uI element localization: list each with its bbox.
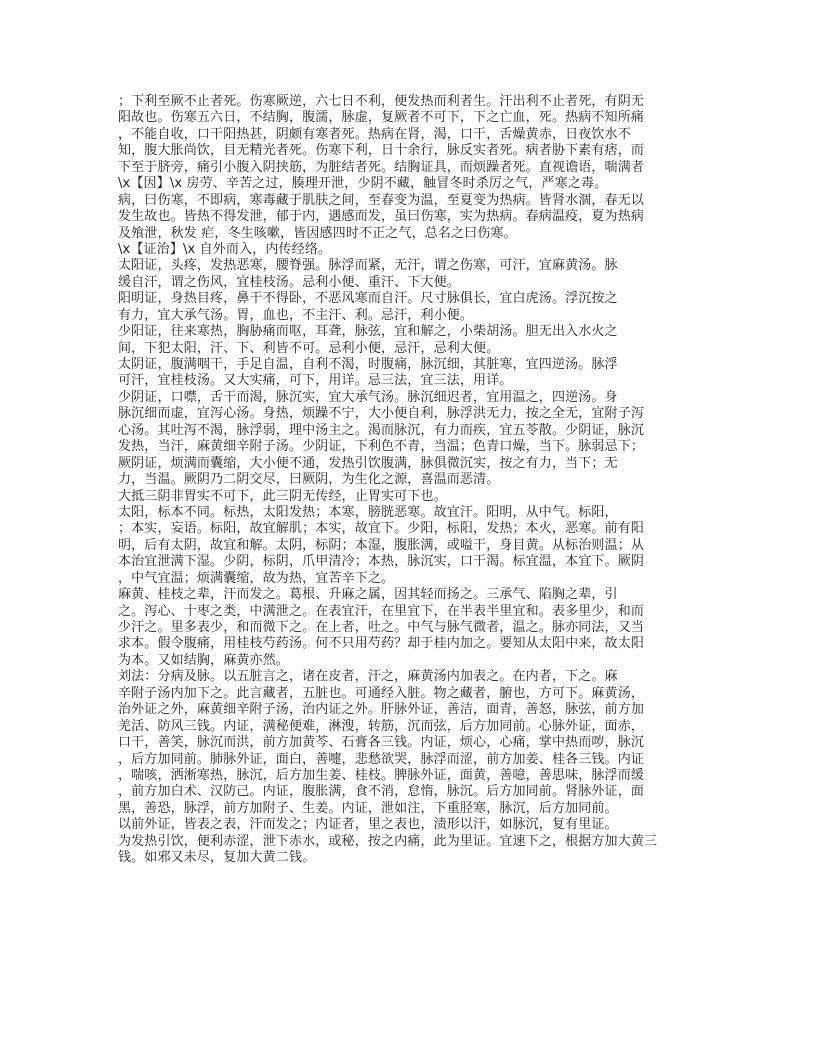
text-line: ，喘咳，洒淅寒热，脉沉，后方加生姜、桂枝。脾脉外证，面黄，善噫，善思味，脉浮而缓 [118,767,645,783]
text-line: 少阳证，往来寒热，胸胁痛而呕，耳聋，脉弦，宜和解之，小柴胡汤。胆无出入水火之 [118,324,618,340]
text-line: 发热，当汗，麻黄细辛附子汤。少阴证，下利色不青，当温；色青口燥，当下。脉弱忌下； [118,439,645,455]
text-line: 大抵三阴非胃实不可下，此三阴无传经，止胃实可下也。 [118,488,447,504]
text-line: 病，曰伤寒，不即病，寒毒藏于肌肤之间，至春变为温，至夏变为热病。皆肾水涸，春无以 [118,192,645,208]
text-line: 下至于脐旁，痛引小腹入阴挟筋，为脏结者死。结胸证具，而烦躁者死。直视谵语，喘满者 [118,159,645,175]
text-line: 刘法：分病及脉。以五脏言之，诸在皮者，汗之，麻黄汤内加表之。在内者，下之。麻 [118,669,618,685]
text-line: ；本实，妄语。标阳，故宜解肌；本实，故宜下。少阳，标阳，发热；本火，恶寒。前有阳 [118,521,645,537]
text-line: 羌活、防风三钱。内证，满秘便难，淋溲，转筋，沉而弦，后方加同前。心脉外证，面赤， [118,718,645,734]
document-page [118,94,718,867]
text-line: 太阳证，头疼，发热恶寒，腰脊强。脉浮而紧，无汗，谓之伤寒，可汗，宜麻黄汤。脉 [118,258,618,274]
text-line: 辛附子汤内加下之。此言藏者，五脏也。可通经入脏。物之藏者，腑也，方可下。麻黄汤， [118,685,645,701]
text-line: 少阴证，口噤，舌干而渴，脉沉实，宜大承气汤。脉沉细迟者，宜用温之，四逆汤。身 [118,389,618,405]
text-line: \x【证治】\x 自外而入，内传经络。 [118,241,332,257]
text-line: \x【因】\x 房劳、辛苦之过，腠理开泄，少阴不藏，触冒冬时杀厉之气，严寒之毒。 [118,176,608,192]
text-line: 发生故也。皆热不得发泄，郁于内，遇感而发，虽曰伤寒，实为热病。春病温疫，夏为热病 [118,209,645,225]
text-line: 钱。如邪又未尽，复加大黄二钱。 [118,850,316,866]
text-line: 为发热引饮，便利赤涩，泄下赤水，或秘，按之内痛，此为里证。宜速下之，根据方加大黄三 [118,833,658,849]
text-line: 明，后有太阴，故宜和解。太阴，标阴；本湿，腹胀满，或嗌干，身目黄。从标治则温；从 [118,537,645,553]
text-line: ，不能自收，口干阳热甚，阴颇有寒者死。热病在肾，渴，口干，舌燥黄赤，日夜饮水不 [118,126,631,142]
text-line: 以前外证，皆表之表，汗而发之；内证者，里之表也，渍形以汗，如脉沉，复有里证。 [118,817,618,833]
text-line: 少汗之。里多表少，和而微下之。在上者，吐之。中气与脉气微者，温之。脉亦同法，又当 [118,620,645,635]
text-line: 太阳，标本不同。标热，太阳发热；本寒，膀胱恶寒。故宜汗。阳明，从中气。标阳， [118,504,618,520]
text-line: ，前方加白术、汉防己。内证，腹胀满，食不消，怠惰，脉沉。后方加同前。肾脉外证，面 [118,784,645,800]
text-line: 力，当温。厥阴乃二阴交尽，曰厥阴，为生化之源，喜温而恶清。 [118,472,500,488]
text-line: 可汗，宜桂枝汤。又大实痛，可下，用详。忌三法，宜三法，用详。 [118,373,513,389]
text-line: 厥阴证，烦满而囊缩，大小便不通，发热引饮腹满，脉俱微沉实，按之有力，当下；无 [118,455,618,471]
text-line: 及飧泄，秋发 疟，冬生咳嗽，皆因感四时不正之气，总名之曰伤寒。 [118,225,517,241]
text-line: ，中气宜温；烦满囊缩，故为热，宜苦辛下之。 [118,570,395,586]
text-line: 本治宜泄满下湿。少阴，标阴，爪甲清冷；本热，脉沉实，口干渴。标宜温，本宜下。厥阴 [118,554,645,570]
text-line: 间，下犯太阳，汗、下、利皆不可。忌利小便，忌汗，忌利大便。 [118,340,500,356]
text-line: ；下利至厥不止者死。伤寒厥逆，六七日不利，便发热而利者生。汗出利不止者死，有阴无 [118,94,645,109]
text-line: ，后方加同前。肺脉外证，面白，善嚏，悲愁欲哭，脉浮而涩，前方加姜、桂各三钱。内证 [118,751,645,767]
text-line: 黑，善恐，脉浮，前方加附子、生姜。内证，泄如注，下重胫寒，脉沉，后方加同前。 [118,800,618,816]
text-line: 太阴证，腹满咽干，手足自温，自利不渴，时腹痛，脉沉细，其脏寒，宜四逆汤。脉浮 [118,357,618,372]
text-line: 麻黄、桂枝之辈，汗而发之。葛根、升麻之属，因其轻而扬之。三承气、陷胸之辈，引 [118,587,618,603]
text-line: 脉沉细而虚，宜泻心汤。身热，烦躁不宁，大小便自利，脉浮洪无力，按之全无，宜附子泻 [118,406,645,422]
text-line: 阳明证，身热目疼，鼻干不得卧，不恶风寒而自汗。尺寸脉俱长，宜白虎汤。浮沉按之 [118,291,618,307]
text-line: 心汤。其吐泻不渴，脉浮弱，理中汤主之。渴而脉沉，有力而疾，宜五苓散。少阴证，脉沉 [118,422,645,438]
text-line: 之。泻心、十枣之类，中满泄之。在表宜汗，在里宜下，在半表半里宜和。表多里少，和而 [118,603,645,619]
text-line: 口干，善笑，脉沉而洪，前方加黄芩、石膏各三钱。内证，烦心，心痛，掌中热而哕，脉沉 [118,735,645,751]
text-line: 治外证之外，麻黄细辛附子汤，治内证之外。肝脉外证，善洁，面青，善怒，脉弦，前方加 [118,702,645,718]
text-line: 求本。假令腹痛，用桂枝芍药汤。何不只用芍药？却于桂内加之。要知从太阳中来，故太阳 [118,636,645,652]
text-line: 阳故也。伤寒五六日，不结胸，腹濡，脉虚，复厥者不可下，下之亡血，死。热病不知所痛 [118,110,645,126]
text-line: 缓自汗，谓之伤风，宜桂枝汤。忌利小便、重汗、下大便。 [118,274,460,290]
text-line: 有力，宜大承气汤。胃，血也，不主汗、利。忌汗，利小便。 [118,307,474,323]
text-line: 为本。又如结胸，麻黄亦然。 [118,652,289,668]
text-line: 知，腹大胀尚饮，目无精光者死。伤寒下利，日十余行，脉反实者死。病者胁下素有痞，而 [118,143,645,159]
